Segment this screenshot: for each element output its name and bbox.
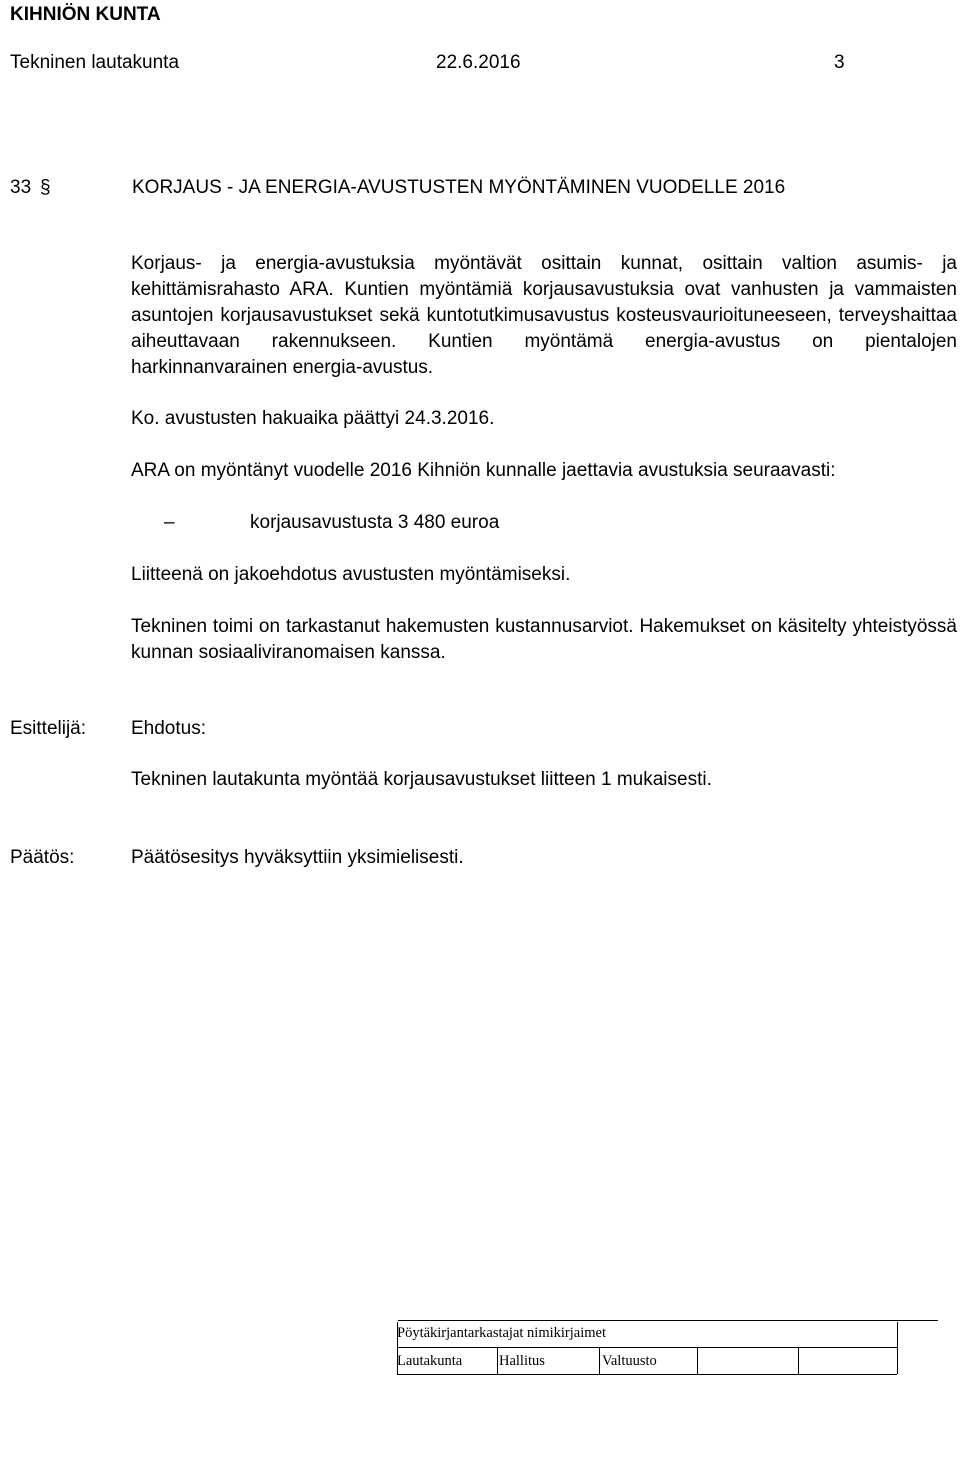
paragraph-review: Tekninen toimi on tarkastanut hakemusten kustannusarviot. Hakemukset on käsitelty yhteistyössä kunnan sosiaaliviranomaisen kanssa. xyxy=(131,616,957,663)
footer-border xyxy=(897,1322,898,1374)
paragraph-intro: Korjaus- ja energia-avustuksia myöntävät osittain kunnat, osittain valtion asumis- ja kehittämisrahasto ARA. Kuntien myöntämiä korjausavustuksia ovat vanhusten ja vammaisten asuntojen korjausavustukset sekä kuntotutkimusavustus kosteusvaurioituneeseen, terveyshaittaa aiheuttavaan rakennukseen. Kuntien myöntämä energia-avustus on pientalojen harkinnanvarainen energia-avustus. xyxy=(131,253,957,378)
bullet-item: korjausavustusta 3 480 euroa xyxy=(250,512,500,533)
section-symbol: § xyxy=(40,177,51,198)
proposal-label: Ehdotus: xyxy=(131,718,206,739)
footer-column-council: Valtuusto xyxy=(602,1353,657,1369)
section-number: 33 xyxy=(10,177,32,198)
footer-top-rule xyxy=(398,1320,938,1321)
footer-border xyxy=(798,1348,799,1374)
page-number: 3 xyxy=(834,52,845,73)
decision-text: Päätösesitys hyväksyttiin yksimielisesti. xyxy=(131,847,464,868)
meeting-date: 22.6.2016 xyxy=(436,52,521,73)
board-name: Tekninen lautakunta xyxy=(10,52,180,73)
footer-border xyxy=(599,1348,600,1374)
footer-border xyxy=(697,1348,698,1374)
bullet-dash: – xyxy=(164,512,175,533)
paragraph-ara-grant: ARA on myöntänyt vuodelle 2016 Kihniön kunnalle jaettavia avustuksia seuraavasti: xyxy=(131,460,836,481)
footer-title: Pöytäkirjantarkastajat nimikirjaimet xyxy=(397,1325,606,1341)
footer-bottom-rule xyxy=(397,1374,897,1375)
section-title: KORJAUS - JA ENERGIA-AVUSTUSTEN MYÖNTÄMINEN VUODELLE 2016 xyxy=(132,177,786,198)
paragraph-deadline: Ko. avustusten hakuaika päättyi 24.3.2016. xyxy=(131,408,495,429)
footer-border xyxy=(497,1348,498,1374)
organization-name: KIHNIÖN KUNTA xyxy=(10,4,161,25)
proposal-text: Tekninen lautakunta myöntää korjausavustukset liitteen 1 mukaisesti. xyxy=(131,769,712,790)
decision-label: Päätös: xyxy=(10,847,75,868)
footer-column-government: Hallitus xyxy=(499,1353,545,1369)
paragraph-attachment: Liitteenä on jakoehdotus avustusten myöntämiseksi. xyxy=(131,564,571,585)
footer-column-board: Lautakunta xyxy=(397,1353,463,1369)
presenter-label: Esittelijä: xyxy=(10,718,87,739)
